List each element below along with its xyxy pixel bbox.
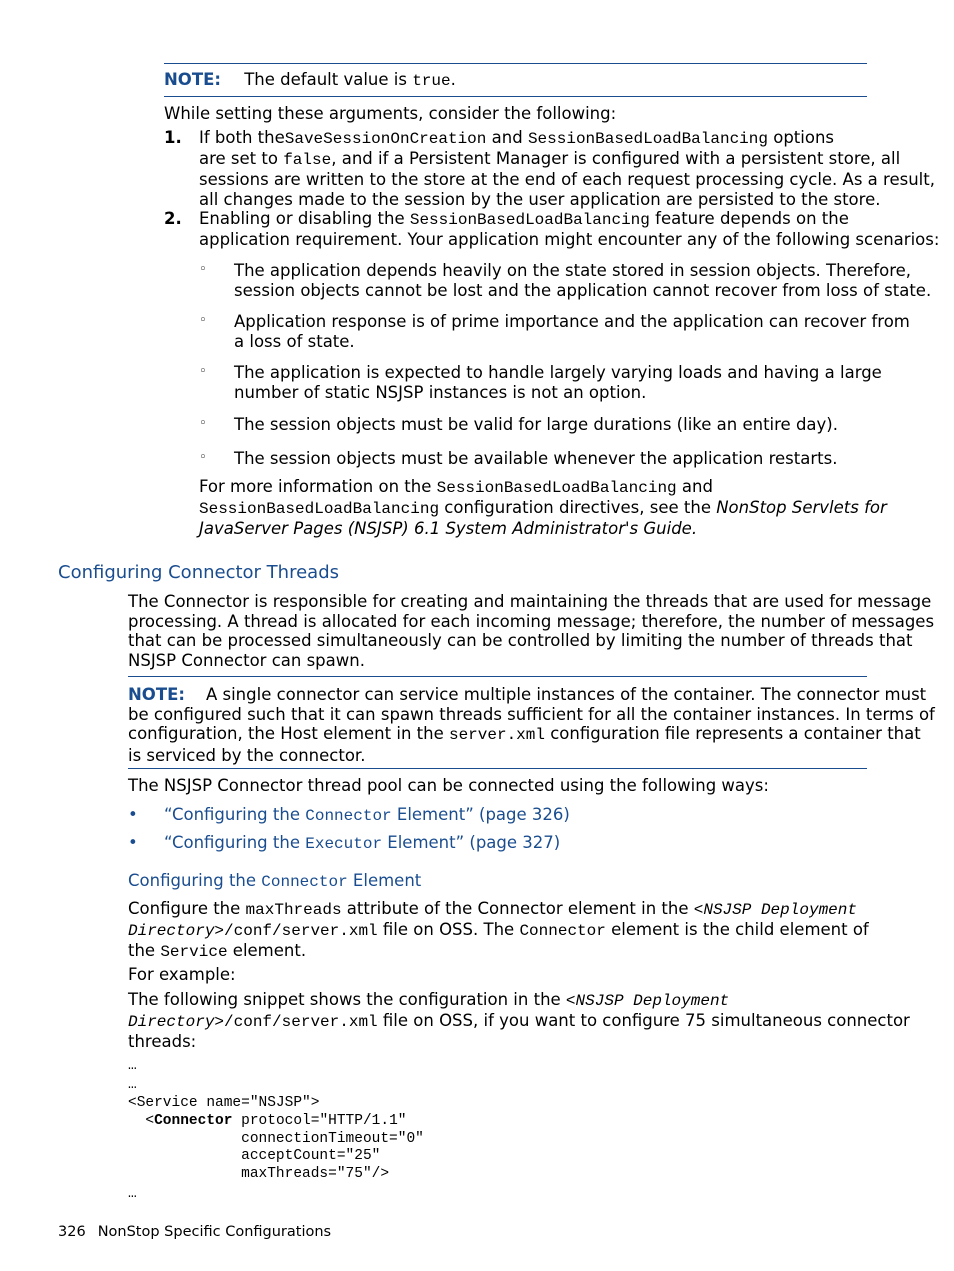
- section-heading: Configuring Connector Threads: [58, 562, 339, 583]
- ways-intro: The NSJSP Connector thread pool can be connected using the following ways:: [128, 776, 769, 795]
- bullet-marker: ◦: [199, 450, 207, 465]
- note-connector: NOTE: A single connector can service multiple instances of the container. The connector must be configured such that it can spawn threads sufficient for all the container instances. In terms of configuration, the Host element in the server.xml configuration file represents a container that is serviced by the connector.: [128, 685, 935, 765]
- scenario-item: The session objects must be available whenever the application restarts.: [234, 449, 838, 468]
- note-default-value: NOTE: The default value is true.: [164, 70, 456, 90]
- scenario-item: The session objects must be valid for large durations (like an entire day).: [234, 415, 838, 434]
- list-item-1: If both theSaveSessionOnCreation and SessionBasedLoadBalancing options are set to false, and if a Persistent Manager is configured with a persistent store, all sessions are written to the store at the end of each request processing cycle. As a result, all changes made to the session by the user application are persisted to the store.: [199, 128, 935, 209]
- footer-title: NonStop Specific Configurations: [97, 1224, 332, 1240]
- example-label: For example:: [128, 965, 236, 984]
- scenario-item: Application response is of prime importance and the application can recover from a loss of state.: [234, 312, 910, 351]
- guide-title-link: NonStop Servlets for: [716, 498, 887, 517]
- subsection-heading: Configuring the Connector Element: [128, 871, 422, 891]
- link-configuring-connector[interactable]: “Configuring the Connector Element” (page 326): [164, 805, 570, 825]
- note-top-rule: [164, 63, 867, 64]
- configure-paragraph: Configure the maxThreads attribute of the Connector element in the <NSJSP Deployment Directory>/conf/server.xml file on OSS. The Connector element is the child element of the Service element.: [128, 899, 869, 961]
- page-footer: [58, 1223, 331, 1241]
- note-bottom-rule: [164, 96, 867, 97]
- page-number: 326: [58, 1224, 86, 1240]
- more-info-paragraph: For more information on the SessionBasedLoadBalancing and SessionBasedLoadBalancing configuration directives, see the NonStop Servlets for JavaServer Pages (NSJSP) 6.1 System Administrator's Guide.: [199, 477, 887, 538]
- code-snippet: … … <Service name="NSJSP"> <Connector protocol="HTTP/1.1" connectionTimeout="0" acceptCount="25" maxThreads="75"/> …: [128, 1058, 424, 1202]
- note-bottom-rule: [128, 768, 867, 769]
- note-top-rule: [128, 676, 867, 677]
- list-item-2: Enabling or disabling the SessionBasedLoadBalancing feature depends on the application requirement. Your application might encounter any of the following scenarios:: [199, 209, 940, 249]
- list-number-1: 1.: [164, 128, 182, 147]
- list-number-2: 2.: [164, 209, 182, 228]
- bullet-marker: •: [128, 833, 138, 852]
- bullet-marker: ◦: [199, 313, 207, 328]
- snippet-paragraph: The following snippet shows the configuration in the <NSJSP Deployment Directory>/conf/server.xml file on OSS, if you want to configure 75 simultaneous connector threads:: [128, 990, 910, 1051]
- link-configuring-executor[interactable]: “Configuring the Executor Element” (page 327): [164, 833, 561, 853]
- bullet-marker: ◦: [199, 262, 207, 277]
- scenario-item: The application depends heavily on the state stored in session objects. Therefore, session objects cannot be lost and the application cannot recover from loss of state.: [234, 261, 932, 300]
- section-paragraph: The Connector is responsible for creating and maintaining the threads that are used for message processing. A thread is allocated for each incoming message; therefore, the number of messages that can be processed simultaneously can be controlled by limiting the number of threads that NSJSP Connector can spawn.: [128, 592, 935, 670]
- bullet-marker: ◦: [199, 364, 207, 379]
- bullet-marker: ◦: [199, 416, 207, 431]
- intro-text: While setting these arguments, consider the following:: [164, 104, 617, 123]
- scenario-item: The application is expected to handle largely varying loads and having a large number of static NSJSP instances is not an option.: [234, 363, 882, 402]
- bullet-marker: •: [128, 805, 138, 824]
